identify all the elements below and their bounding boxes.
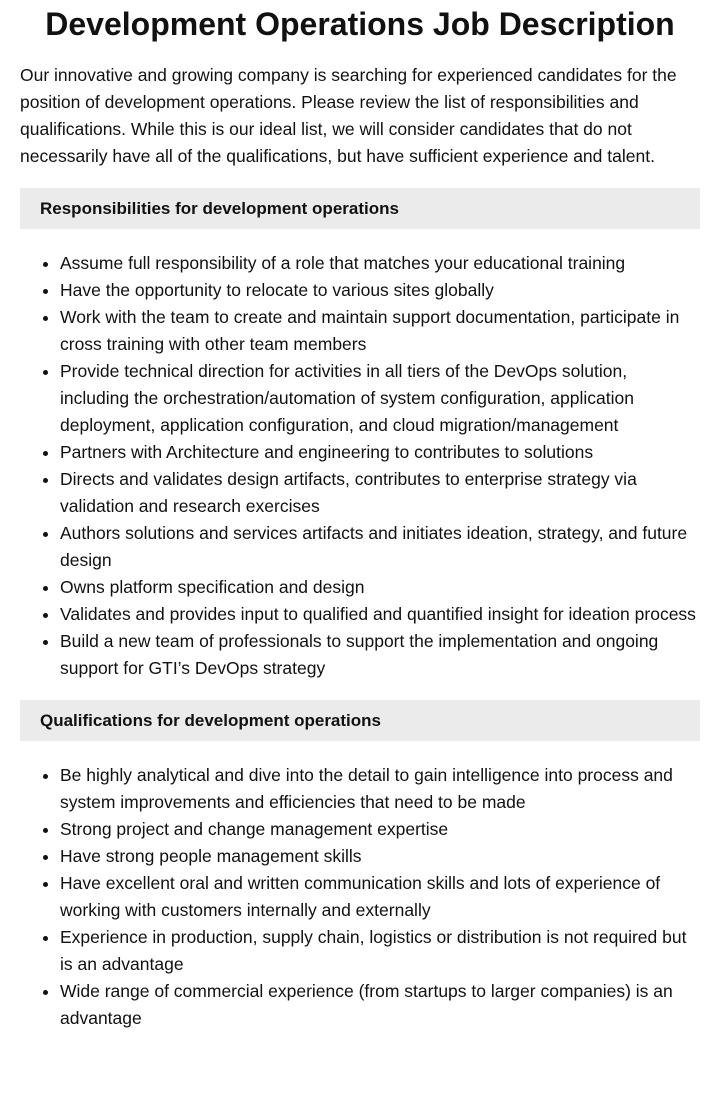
- list-item: • Have excellent oral and written communication skills and lots of experience of working with customers internally and externally: [60, 870, 700, 924]
- list-item: • Assume full responsibility of a role that matches your educational training: [60, 250, 700, 277]
- list-item: • Work with the team to create and maintain support documentation, participate in cross training with other team members: [60, 304, 700, 358]
- qualifications-list: [20, 762, 700, 1032]
- list-item: • Build a new team of professionals to support the implementation and ongoing support for GTI’s DevOps strategy: [60, 628, 700, 682]
- list-item: • Directs and validates design artifacts, contributes to enterprise strategy via validation and research exercises: [60, 466, 700, 520]
- list-item: • Authors solutions and services artifacts and initiates ideation, strategy, and future design: [60, 520, 700, 574]
- list-item: • Partners with Architecture and engineering to contributes to solutions: [60, 439, 700, 466]
- intro-paragraph: Our innovative and growing company is searching for experienced candidates for the position of development operations. Please review the list of responsibilities and qualifications. While this is our ideal list, we will consider candidates that do not necessarily have all of the qualifications, but have sufficient experience and talent.: [20, 65, 677, 166]
- list-item: • Provide technical direction for activities in all tiers of the DevOps solution, including the orchestration/automation of system configuration, application deployment, application configuration, and cloud migration/management: [60, 358, 700, 439]
- page-title: Development Operations Job Description: [45, 6, 675, 42]
- list-item: • Validates and provides input to qualified and quantified insight for ideation process: [60, 601, 700, 628]
- list-item: • Owns platform specification and design: [60, 574, 700, 601]
- qualifications-heading: Qualifications for development operations: [20, 700, 700, 741]
- list-item: • Wide range of commercial experience (from startups to larger companies) is an advantage: [60, 978, 700, 1032]
- list-item: • Be highly analytical and dive into the detail to gain intelligence into process and system improvements and efficiencies that need to be made: [60, 762, 700, 816]
- list-item: • Have the opportunity to relocate to various sites globally: [60, 277, 700, 304]
- list-item: • Have strong people management skills: [60, 843, 700, 870]
- responsibilities-list: [20, 250, 700, 682]
- list-item: • Experience in production, supply chain, logistics or distribution is not required but is an advantage: [60, 924, 700, 978]
- list-item: • Strong project and change management expertise: [60, 816, 700, 843]
- responsibilities-heading: Responsibilities for development operations: [20, 188, 700, 229]
